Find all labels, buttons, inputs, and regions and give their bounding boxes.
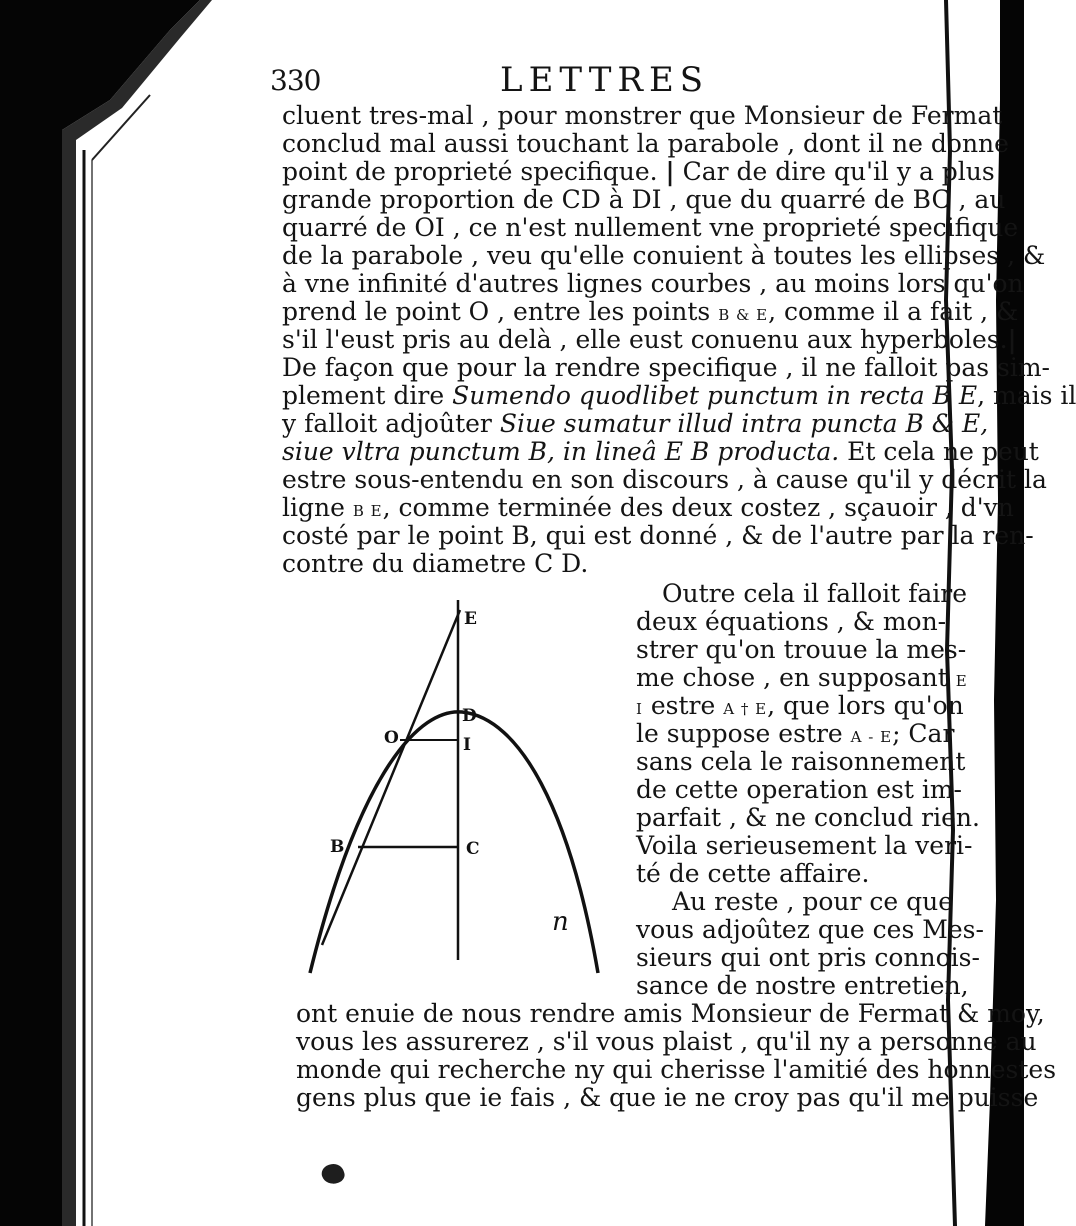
text-line: point de proprieté specifique. | Car de dire qu'il y a plus bbox=[282, 157, 995, 186]
label-n: n bbox=[552, 907, 569, 937]
text-line: gens plus que ie fais , & que ie ne croy pas qu'il me puisse bbox=[296, 1083, 1039, 1112]
text-line: strer qu'on trouue la mes- bbox=[636, 635, 967, 664]
text-line: prend le point O , entre les points B & E, comme il a fait , & bbox=[282, 297, 1019, 326]
text-line: costé par le point B, qui est donné , & de l'autre par la ren- bbox=[282, 521, 1034, 550]
text-line: de cette operation est im- bbox=[636, 775, 962, 804]
text-line: cluent tres-mal , pour monstrer que Monsieur de Fermat bbox=[282, 101, 1003, 130]
text-line: sance de nostre entretien, bbox=[636, 971, 969, 1000]
label-i: I bbox=[463, 735, 471, 755]
text-line: Outre cela il falloit faire bbox=[662, 579, 968, 608]
text-line: ligne B E, comme terminée des deux costez , sçauoir , d'vn bbox=[282, 493, 1014, 522]
label-o: O bbox=[384, 728, 399, 748]
text-line: me chose , en supposant E bbox=[636, 663, 968, 692]
pilcrow-mark: | bbox=[665, 157, 675, 186]
text-line: sieurs qui ont pris connois- bbox=[636, 943, 980, 972]
text-line: à vne infinité d'autres lignes courbes , au moins lors qu'on bbox=[282, 269, 1024, 298]
text-line: plement dire Sumendo quodlibet punctum in recta B E, mais il bbox=[282, 381, 1076, 410]
text-line: estre sous-entendu en son discours , à cause qu'il y décrit la bbox=[282, 465, 1047, 494]
text-line: de la parabole , veu qu'elle conuient à toutes les ellipses , & bbox=[282, 241, 1046, 270]
text-line: ont enuie de nous rendre amis Monsieur de Fermat & moy, bbox=[296, 999, 1045, 1028]
text-line: le suppose estre A - E; Car bbox=[636, 719, 955, 748]
parabola-figure bbox=[300, 590, 630, 985]
label-c: C bbox=[466, 839, 480, 859]
text-line: conclud mal aussi touchant la parabole , dont il ne donne bbox=[282, 129, 1009, 158]
text-line: vous les assurerez , s'il vous plaist , qu'il ny a personne au bbox=[296, 1027, 1037, 1056]
running-head: LETTRES bbox=[500, 60, 710, 100]
text-line: Voila serieusement la veri- bbox=[636, 831, 973, 860]
text-line: grande proportion de CD à DI , que du quarré de BC , au bbox=[282, 185, 1006, 214]
tangent-line bbox=[322, 610, 460, 945]
text-line: quarré de OI , ce n'est nullement vne proprieté specifique bbox=[282, 213, 1019, 242]
text-line: deux équations , & mon- bbox=[636, 607, 947, 636]
label-d: D bbox=[462, 706, 477, 726]
text-line: y falloit adjoûter Siue sumatur illud intra puncta B & E, bbox=[282, 409, 989, 438]
text-line: parfait , & ne conclud rien. bbox=[636, 803, 980, 832]
text-line: siue vltra punctum B, in lineâ E B producta. Et cela ne peut bbox=[282, 437, 1039, 466]
pilcrow-mark: | bbox=[1007, 325, 1017, 354]
page-number: 330 bbox=[270, 64, 321, 97]
text-line: sans cela le raisonnement bbox=[636, 747, 966, 776]
text-line: té de cette affaire. bbox=[636, 859, 870, 888]
text-line: monde qui recherche ny qui cherisse l'amitié des honnestes bbox=[296, 1055, 1057, 1084]
text-line: contre du diametre C D. bbox=[282, 549, 589, 578]
label-e: E bbox=[464, 609, 477, 629]
text-line: De façon que pour la rendre specifique , il ne falloit pas sim- bbox=[282, 353, 1051, 382]
text-line: vous adjoûtez que ces Mes- bbox=[636, 915, 984, 944]
text-line: I estre A † E, que lors qu'on bbox=[636, 691, 964, 720]
page-header bbox=[270, 60, 740, 100]
text-line: s'il l'eust pris au delà , elle eust conuenu aux hyperboles.| bbox=[282, 325, 1017, 354]
text-line: Au reste , pour ce que bbox=[672, 887, 954, 916]
label-b: B bbox=[330, 837, 345, 857]
